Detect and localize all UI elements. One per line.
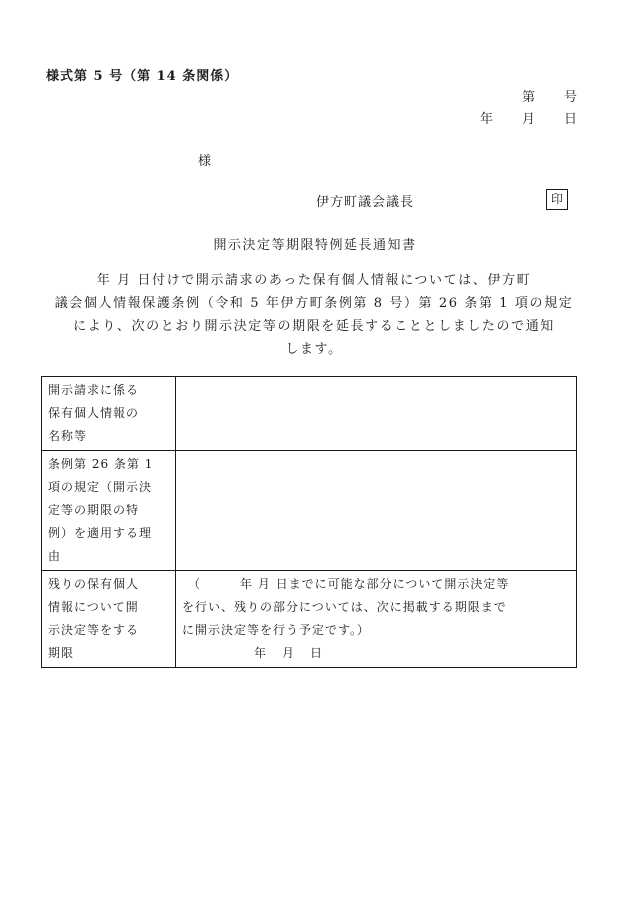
- label-line: 期限: [48, 646, 75, 660]
- recipient-honorific: 様: [198, 154, 212, 169]
- body-line: 議会個人情報保護条例（令和 5 年伊方町条例第 8 号）第 26 条第 1 項の規定: [54, 296, 574, 311]
- deadline-line: （ 年 月 日までに可能な部分について開示決定等: [188, 577, 510, 591]
- label-line: 保有個人情報の: [48, 406, 140, 420]
- row-value-deadline[interactable]: [176, 571, 577, 668]
- label-line: 情報について開: [48, 600, 139, 614]
- row-value-reason[interactable]: [176, 451, 577, 571]
- label-line: 例）を適用する理: [48, 526, 153, 540]
- label-line: 示決定等をする: [48, 623, 140, 637]
- row-label-document-name: [42, 377, 176, 451]
- document-title: 開示決定等期限特例延長通知書: [213, 238, 417, 253]
- label-line: 残りの保有個人: [48, 577, 140, 591]
- sender-name: 伊方町議会議長: [316, 195, 415, 210]
- label-line: 由: [48, 549, 62, 563]
- deadline-line: を行い、残りの部分については、次に掲載する期限まで: [182, 600, 507, 614]
- table-row: [42, 571, 577, 668]
- seal-stamp: 印: [546, 189, 568, 210]
- table-row: [42, 451, 577, 571]
- label-line: 項の規定（開示決: [48, 480, 153, 494]
- label-line: 名称等: [48, 429, 88, 443]
- table-row: [42, 377, 577, 451]
- form-number: 様式第 5 号（第 14 条関係）: [46, 69, 239, 84]
- row-value-document-name[interactable]: [176, 377, 577, 451]
- deadline-date: 年 月 日: [254, 646, 325, 660]
- deadline-line: に開示決定等を行う予定です。）: [182, 623, 371, 637]
- body-line: します。: [285, 342, 343, 357]
- label-line: 条例第 26 条第 1: [48, 457, 154, 471]
- body-line: 年 月 日付けで開示請求のあった保有個人情報については、伊方町: [96, 273, 532, 288]
- info-table: [41, 376, 577, 668]
- label-line: 開示請求に係る: [48, 383, 140, 397]
- row-label-reason: [42, 451, 176, 571]
- label-line: 定等の期限の特: [48, 503, 140, 517]
- row-label-deadline: [42, 571, 176, 668]
- body-paragraph: [44, 269, 584, 361]
- document-number: 第 号: [521, 90, 578, 105]
- body-line: により、次のとおり開示決定等の期限を延長することとしましたので通知: [73, 319, 555, 334]
- document-date: 年 月 日: [479, 112, 578, 127]
